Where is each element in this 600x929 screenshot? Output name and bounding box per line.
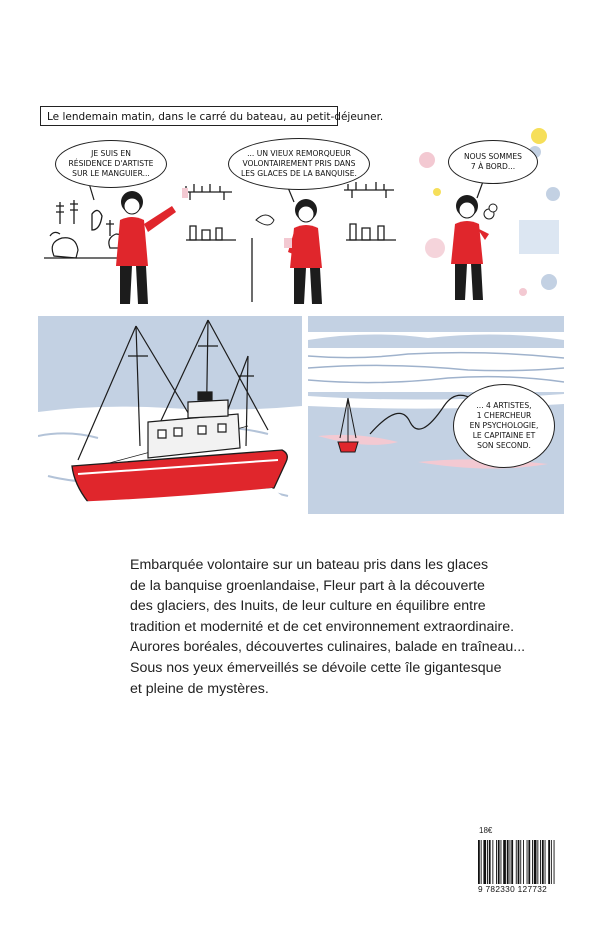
speech-bubble-4 (453, 384, 555, 468)
bubble-line: RÉSIDENCE D'ARTISTE (68, 159, 154, 168)
character-fleur (116, 188, 188, 304)
isbn-barcode (478, 840, 572, 884)
blurb-line: et pleine de mystères. (130, 680, 269, 697)
speech-bubble-1 (55, 140, 167, 188)
bubble-line: 7 À BORD... (470, 162, 516, 171)
speech-bubble-2 (228, 138, 370, 190)
back-cover-blurb (130, 555, 530, 699)
bubble-line: LES GLACES DE LA BANQUISE. (241, 169, 357, 178)
blurb-line: Embarquée volontaire sur un bateau pris dans les glaces (130, 557, 489, 573)
blurb-line: tradition et modernité et de cet environnement extraordinaire. (130, 618, 515, 635)
bubble-line: EN PSYCHOLOGIE, (469, 421, 539, 430)
bubble-line: NOUS SOMMES (464, 152, 522, 161)
panel-caption: Le lendemain matin, dans le carré du bateau, au petit-déjeuner. (40, 106, 338, 126)
character-fleur (451, 195, 497, 300)
bubble-line: ... UN VIEUX REMORQUEUR (247, 149, 351, 158)
blurb-line: Sous nos yeux émerveillés se dévoile cette île gigantesque (130, 659, 502, 676)
isbn-number: 9 782330 127732 (478, 884, 548, 894)
comic-panel-ship (38, 316, 302, 514)
speech-bubble-3 (448, 140, 538, 184)
bubble-line: VOLONTAIREMENT PRIS DANS (242, 159, 356, 168)
character-fleur (284, 199, 322, 304)
bubble-line: 1 CHERCHEUR (476, 411, 532, 420)
bubble-line: SUR LE MANGUIER... (72, 169, 150, 178)
bubble-line: LE CAPITAINE ET (472, 431, 536, 440)
blurb-line: Aurores boréales, découvertes culinaires, balade en traîneau... (130, 639, 526, 656)
blurb-line: des glaciers, des Inuits, de leur culture en équilibre entre (130, 598, 486, 615)
bubble-line: JE SUIS EN (91, 149, 131, 158)
blurb-line: de la banquise groenlandaise, Fleur part à la découverte (130, 577, 485, 594)
bubble-line: ... 4 ARTISTES, (476, 401, 532, 410)
price-label: 18€ (479, 826, 493, 835)
bubble-line: SON SECOND. (477, 441, 531, 450)
